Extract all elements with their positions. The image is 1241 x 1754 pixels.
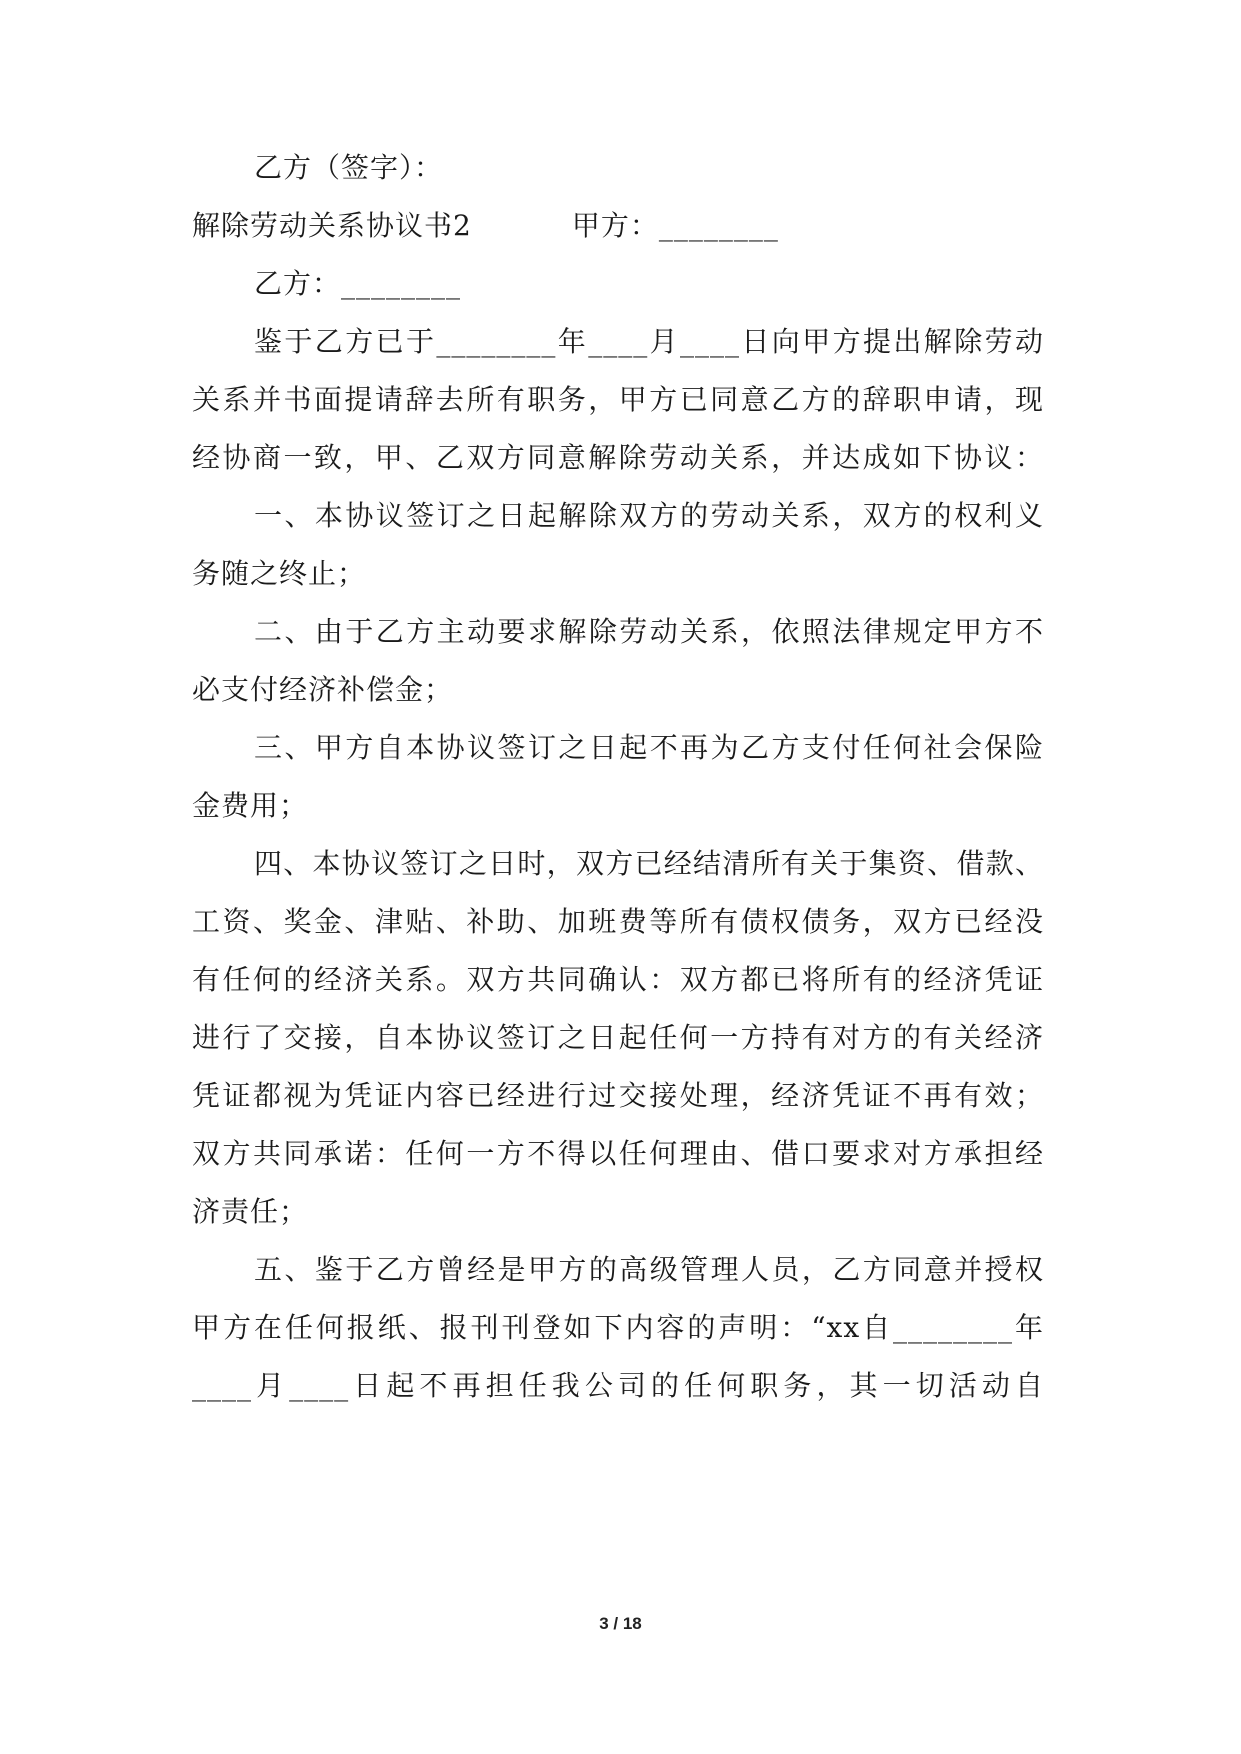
preamble-line: 关系并书面提请辞去所有职务，甲方已同意乙方的辞职申请，现: [192, 383, 1044, 416]
party-a-field: 甲方：________: [571, 209, 779, 242]
signature-line-party-b: 乙方（签字）：: [254, 151, 444, 184]
clause-4-line: 有任何的经济关系。双方共同确认：双方都已将所有的经济凭证: [192, 963, 1044, 996]
clause-5-line: 五、鉴于乙方曾经是甲方的高级管理人员，乙方同意并授权: [254, 1253, 1044, 1286]
agreement-title: 解除劳动关系协议书2: [192, 209, 472, 242]
preamble-line: 经协商一致，甲、乙双方同意解除劳动关系，并达成如下协议：: [192, 441, 1044, 474]
clause-2-line: 二、由于乙方主动要求解除劳动关系，依照法律规定甲方不: [254, 615, 1044, 648]
agreement-title-line: [192, 206, 779, 246]
clause-5-line: ____月____日起不再担任我公司的任何职务，其一切活动自: [192, 1369, 1044, 1402]
preamble-line: 鉴于乙方已于________年____月____日向甲方提出解除劳动: [254, 325, 1044, 358]
page-number: 3 / 18: [599, 1614, 642, 1633]
clause-3-line: 三、甲方自本协议签订之日起不再为乙方支付任何社会保险: [254, 731, 1044, 764]
clause-4-line: 工资、奖金、津贴、补助、加班费等所有债权债务，双方已经没: [192, 905, 1044, 938]
clause-3-line: 金费用；: [192, 789, 309, 822]
clause-1-line: 务随之终止；: [192, 557, 367, 590]
clause-4-line: 济责任；: [192, 1195, 309, 1228]
clause-5-line: 甲方在任何报纸、报刊刊登如下内容的声明：“xx自________年: [192, 1311, 1044, 1344]
clause-2-line: 必支付经济补偿金；: [192, 673, 454, 706]
clause-4-line: 四、本协议签订之日时，双方已经结清所有关于集资、借款、: [254, 847, 1044, 880]
party-b-field: 乙方：________: [254, 267, 462, 300]
clause-4-line: 双方共同承诺：任何一方不得以任何理由、借口要求对方承担经: [192, 1137, 1044, 1170]
clause-1-line: 一、本协议签订之日起解除双方的劳动关系，双方的权利义: [254, 499, 1044, 532]
clause-4-line: 进行了交接，自本协议签订之日起任何一方持有对方的有关经济: [192, 1021, 1044, 1054]
clause-4-line: 凭证都视为凭证内容已经进行过交接处理，经济凭证不再有效；: [192, 1079, 1044, 1112]
